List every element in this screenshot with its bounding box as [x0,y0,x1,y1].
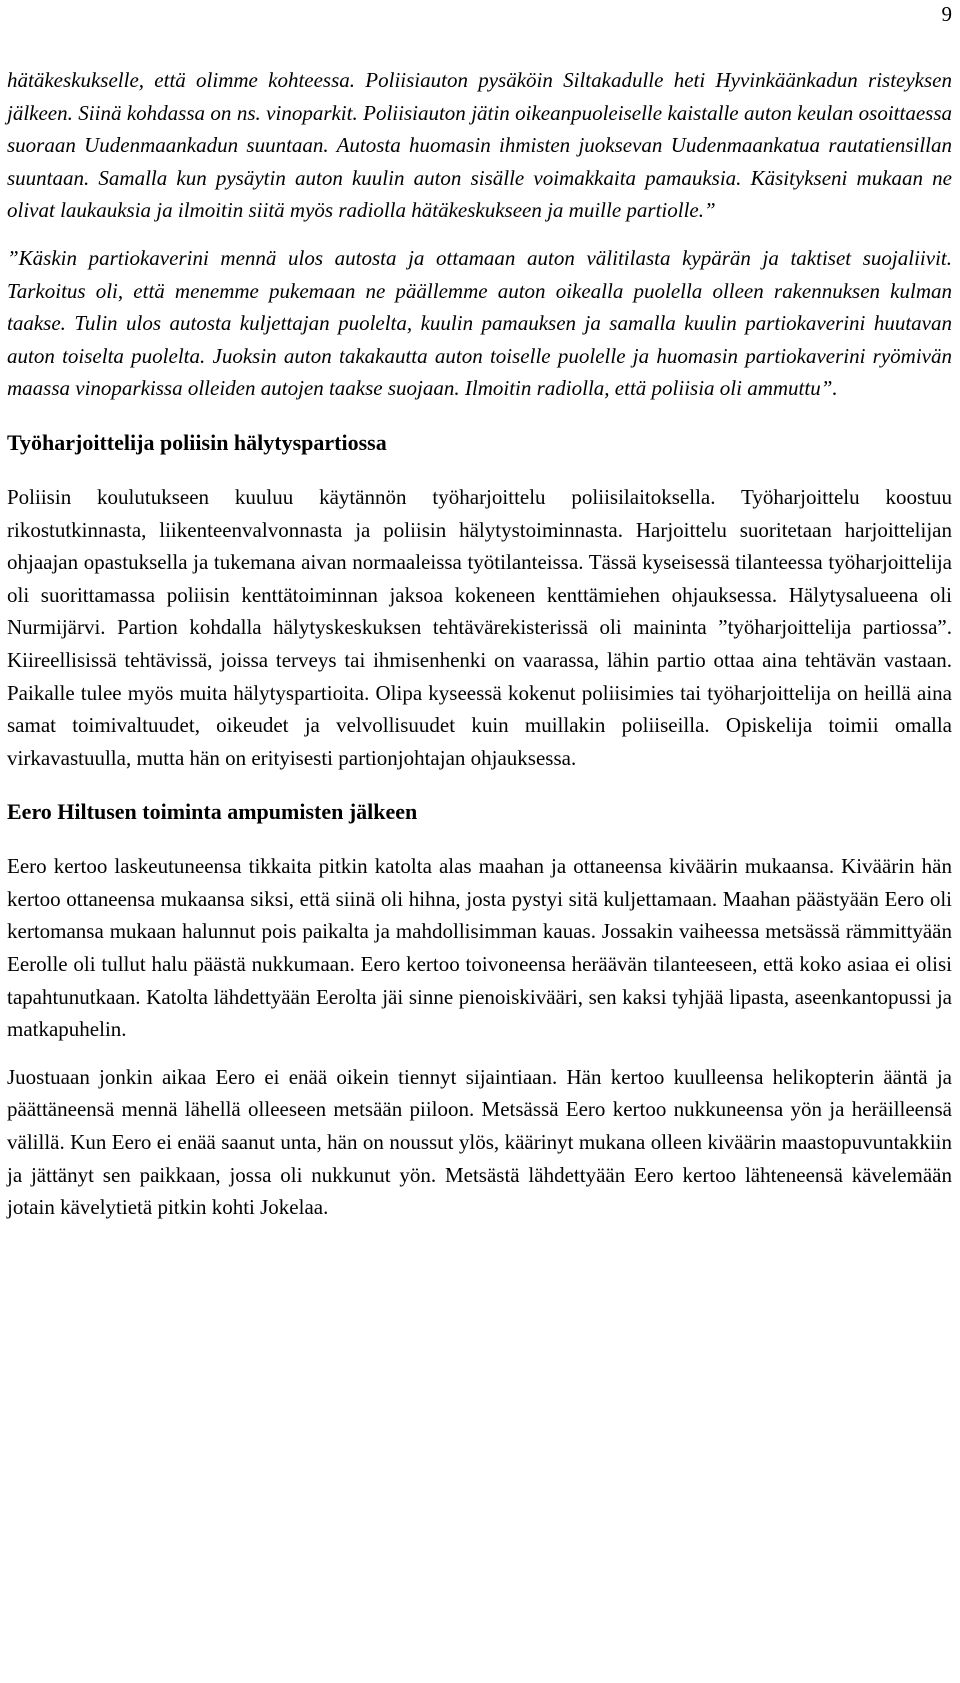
section-spacer [7,405,952,427]
section-actions-paragraph-2: Juostuaan jonkin aikaa Eero ei enää oikein tiennyt sijaintiaan. Hän kertoo kuulleensa helikopterin ääntä ja päättäneensä mennä lähellä olleeseen metsään piiloon. Metsässä Eero kertoo nukkuneensa yön ja heräilleensä välillä. Kun Eero ei enää saanut unta, hän on noussut ylös, käärinyt mukana olleen kiväärin maastopuvuntakkiin ja jättänyt sen paikkaan, jossa oli nukkunut yön. Metsästä lähdettyään Eero kertoo lähteneensä kävelemään jotain kävelytietä pitkin kohti Jokelaa. [7,1064,952,1220]
paragraph-spacer [7,227,952,242]
section-actions-paragraph-1: Eero kertoo laskeutuneensa tikkaita pitkin katolta alas maahan ja ottaneensa kiväärin mukaansa. Kiväärin hän kertoo ottaneensa mukaansa siksi, että siinä oli hihna, josta pystyi sitä kuljettamaan. Maahan päästyään Eero oli kertomansa mukaan halunnut pois paikalta ja mahdollisimman kauas. Jossakin vaiheessa metsässä rämmittyään Eerolle oli tullut halu päästä nukkumaan. Eero kertoo toivoneensa heräävän tilanteeseen, että koko asiaa ei olisi tapahtunutkaan. Katolta lähdettyään Eerolta jäi sinne pienoiskivääri, sen kaksi tyhjää lipasta, aseenkantopussi ja matkapuhelin. [7,854,952,1042]
section-trainee-paragraph: Poliisin koulutukseen kuuluu käytännön työharjoittelu poliisilaitoksella. Työharjoittelu koostuu rikostutkinnasta, liikenteenvalvonnasta ja poliisin hälytystoiminnasta. Harjoittelu suoritetaan harjoittelijan ohjaajan opastuksella ja tukemana aivan normaaleissa työtilanteissa. Tässä kyseisessä tilanteessa työharjoittelija oli suorittamassa poliisin kenttätoiminnan jaksoa kokeneen kenttämiehen ohjauksessa. Hälytysalueena oli Nurmijärvi. Partion kohdalla hälytyskeskuksen tehtävärekisterissä oli maininta ”työharjoittelija partiossa”. Kiireellisissä tehtävissä, joissa terveys tai ihmisenhenki on vaarassa, lähin partio ottaa aina tehtävän vastaan. Paikalle tulee myös muita hälytyspartioita. Olipa kyseessä kokenut poliisimies tai työharjoittelija on heillä aina samat toimivaltuudet, oikeudet ja velvollisuudet kuin muillakin poliiseilla. Opiskelija toimii omalla virkavastuulla, mutta hän on erityisesti partionjohtajan ohjauksessa. [7,484,952,770]
section-spacer [7,459,952,481]
section-heading-actions: Eero Hiltusen toiminta ampumisten jälkeen [7,799,418,825]
section-spacer [7,828,952,850]
page-number: 9 [941,2,952,26]
quote-paragraph-2: ”Käskin partiokaverini mennä ulos autosta ja ottamaan auton välitilasta kypärän ja taktiset suojaliivit. Tarkoitus oli, että menemme pukemaan ne päällemme auton oikealla puolella olleen rakennuksen kulman taakse. Tulin ulos autosta kuljettajan puolelta, kuulin pamauksen ja samalla kuulin partiokaverini huutavan auton toiselta puolelta. Juoksin auton takakautta auton toiselle puolelle ja huomasin partiokaverini ryömivän maassa vinoparkissa olleiden autojen taakse suojaan. Ilmoitin radiolla, että poliisia oli ammuttu”. [7,245,952,401]
section-heading-trainee: Työharjoittelija poliisin hälytyspartiossa [7,429,387,455]
section-spacer [7,774,952,796]
document-body [7,64,952,1224]
paragraph-spacer [7,1046,952,1061]
quote-paragraph-1: hätäkeskukselle, että olimme kohteessa. Poliisiauton pysäköin Siltakadulle heti Hyvinkäänkadun risteyksen jälkeen. Siinä kohdassa on ns. vinoparkit. Poliisiauton jätin oikeanpuoleiselle kaistalle auton keulan osoittaessa suoraan Uudenmaankadun suuntaan. Autosta huomasin ihmisten juoksevan Uudenmaankatua rautatiensillan suuntaan. Samalla kun pysäytin auton kuulin auton sisälle voimakkaita pamauksia. Käsitykseni mukaan ne olivat laukauksia ja ilmoitin siitä myös radiolla hätäkeskukseen ja muille partiolle.” [7,68,952,223]
